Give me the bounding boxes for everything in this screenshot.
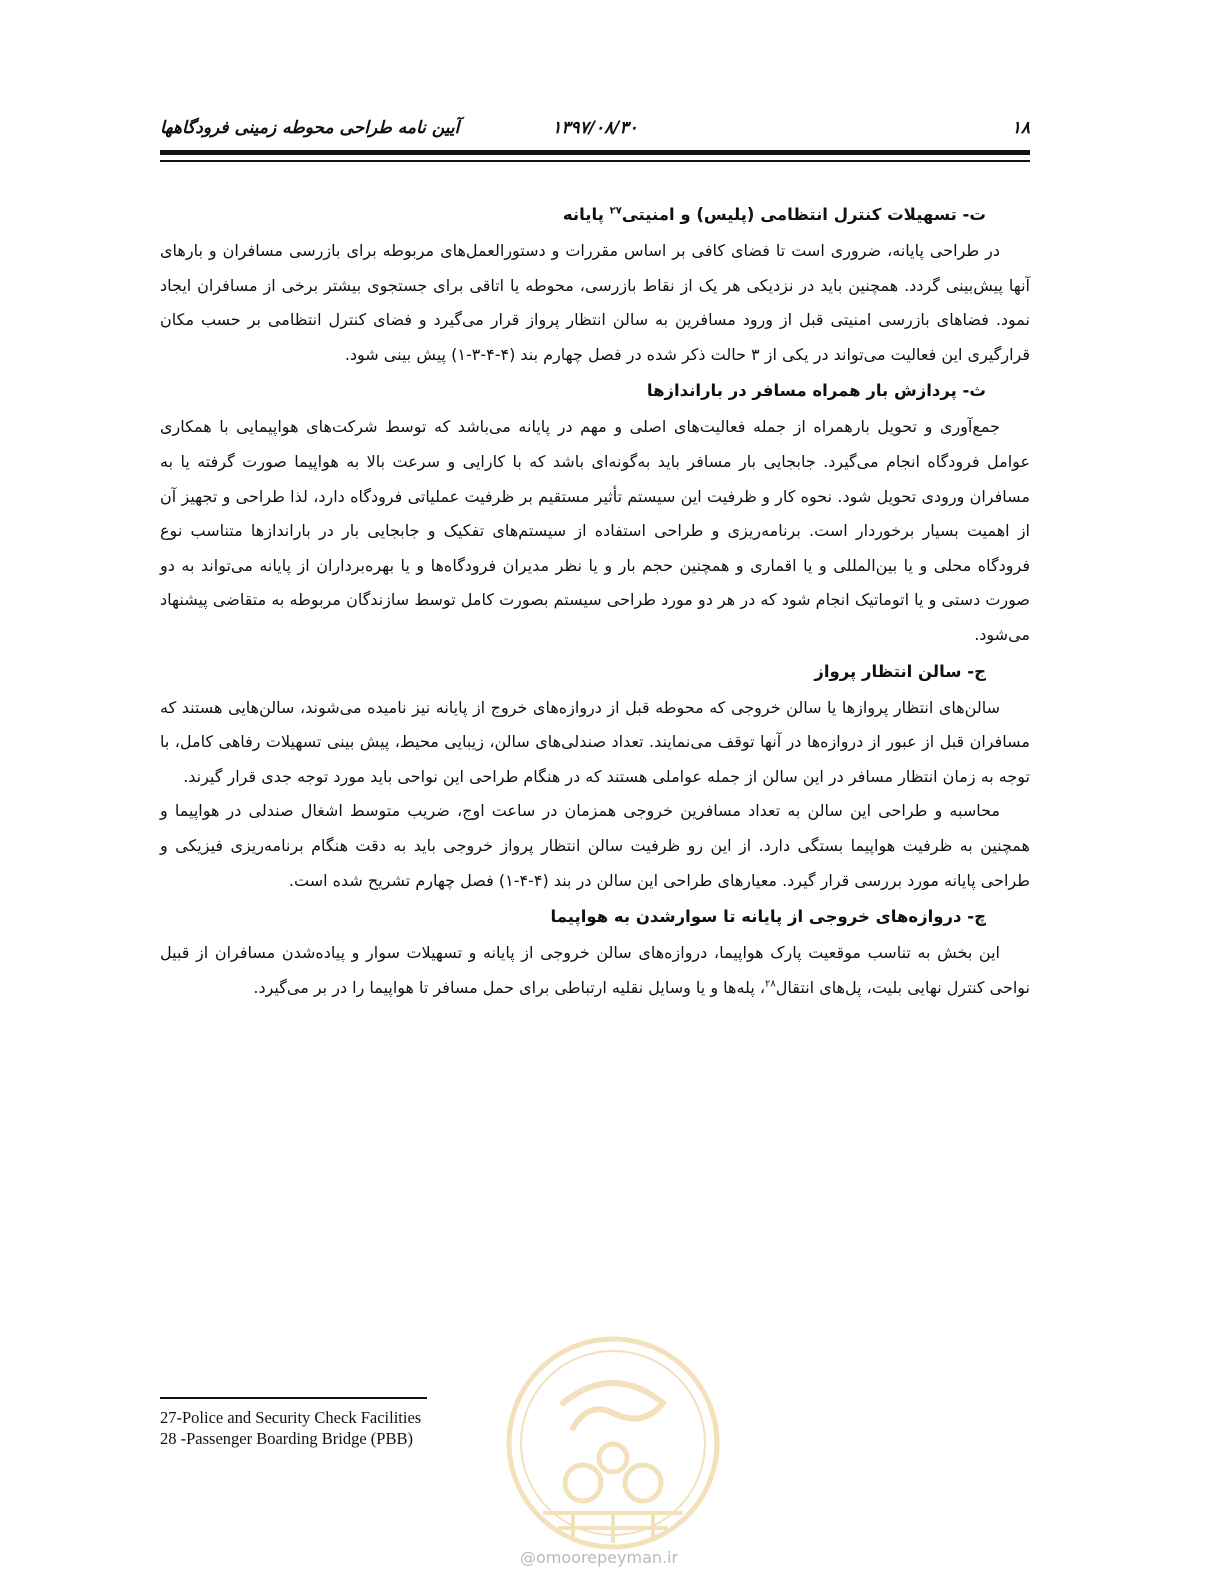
paragraph: سالن‌های انتظار پروازها یا سالن خروجی که محوطه قبل از دروازه‌های خروج از پایانه نیز نامیده می‌شوند، سالن‌هایی هستند که مسافران قبل از عبور از دروازه‌ها در آنها توقف می‌نمایند. تعداد صندلی‌های سالن، زیبایی محیط، پیش بینی تسهیلات رفاهی کامل، با توجه به زمان انتظار مسافر در این سالن از جمله عواملی هستند که در هنگام طراحی این نواحی باید مورد توجه جدی قرار گیرند. (160, 697, 1030, 786)
watermark-site: @omoorepeyman.ir (520, 1548, 679, 1567)
watermark-logo (503, 1333, 723, 1553)
footnote-ref-28[interactable]: ۲۸ (765, 978, 776, 990)
page-content (160, 196, 1030, 1005)
page-header (160, 118, 1030, 146)
section-heading-baggage: ث- پردازش بار همراه مسافر در باراندازها (646, 381, 986, 401)
footnote-27: 27-Police and Security Check Facilities (160, 1408, 422, 1427)
header-rule-thick (160, 150, 1030, 155)
footnote-ref-27[interactable]: ۲۷ (609, 205, 622, 217)
section-heading-departure-gates: چ- دروازه‌های خروجی از پایانه تا سوارشدن به هواپیما (550, 907, 986, 927)
section-heading-departure-lounge: ج- سالن انتظار پرواز (814, 661, 986, 681)
paragraph: این بخش به تناسب موقعیت پارک هواپیما، دروازه‌های سالن خروجی از پایانه و تسهیلات سوار و پیاده‌شدن مسافران از قبیل نواحی کنترل نهایی بلیت، پل‌های انتقال$^{۲۸}$، پله‌ها و یا وسایل نقلیه ارتباطی برای حمل مسافر تا هواپیما را در بر می‌گیرد. (160, 943, 1030, 997)
header-date: ۱۳۹۷/۰۸/۳۰ (552, 118, 638, 138)
footnote-divider (160, 1397, 427, 1399)
paragraph: جمع‌آوری و تحویل بارهمراه از جمله فعالیت‌های اصلی و مهم در پایانه می‌باشد که توسط شرکت‌های هواپیمایی با همکاری عوامل فرودگاه انجام می‌گیرد. جابجایی بار مسافر باید به‌گونه‌ای باشد که با کارایی و سرعت بالا به هواپیما صورت گرفته یا به مسافران ورودی تحویل شود. نحوه کار و ظرفیت این سیستم تأثیر مستقیم بر ظرفیت عملیاتی فرودگاه دارد، لذا طراحی و تجهیز آن از اهمیت بسیار برخوردار است. برنامه‌ریزی و طراحی استفاده از سیستم‌های تفکیک و جابجایی بار در باراندازها متناسب نوع فرودگاه محلی و یا بین‌المللی و یا اقماری و همچنین حجم بار و یا نظر مدیران فرودگاه‌ها و یا بهره‌برداران از پایانه می‌تواند به دو صورت دستی و یا اتوماتیک انجام شود که در هر دو مورد طراحی سیستم بصورت کامل توسط سازندگان مربوطه به متقاضی پیشنهاد می‌شود. (160, 417, 1030, 644)
page-number: ۱۸ (1011, 118, 1030, 138)
header-rule-thin (160, 160, 1030, 162)
paragraph: در طراحی پایانه، ضروری است تا فضای کافی بر اساس مقررات و دستورالعمل‌های مربوطه برای بازرسی مسافران و بارهای آنها پیش‌بینی گردد. همچنین باید در نزدیکی هر یک از نقاط بازرسی، محوطه یا اتاقی برای جستجوی بیشتر برخی از مسافران ایجاد نمود. فضاهای بازرسی امنیتی قبل از ورود مسافرین به سالن انتظار پرواز قرار می‌گیرد و فضای کنترل انتظامی بر حسب مکان قرارگیری این فعالیت می‌تواند در یکی از ۳ حالت ذکر شده در فصل چهارم بند (۴-۴-۳-۱) پیش بینی شود. (160, 241, 1030, 364)
footnotes (160, 1407, 421, 1449)
section-heading-police-security: ت- تسهیلات کنترل انتظامی (پلیس) و امنیتی$^{۲۷}$ پایانه (562, 205, 986, 224)
footnote-28: 28 -Passenger Boarding Bridge (PBB) (160, 1429, 413, 1448)
paragraph: محاسبه و طراحی این سالن به تعداد مسافرین خروجی همزمان در ساعت اوج، ضریب متوسط اشغال صندلی در هواپیما و همچنین به ظرفیت هواپیما بستگی دارد. از این رو ظرفیت سالن انتظار پرواز خروجی باید به دقت هنگام برنامه‌ریزی فیزیکی و طراحی پایانه مورد بررسی قرار گیرد. معیارهای طراحی این سالن در بند (۴-۴-۱) فصل چهارم تشریح شده است. (160, 801, 1030, 890)
document-title: آیین نامه طراحی محوطه زمینی فرودگاهها (160, 118, 460, 138)
